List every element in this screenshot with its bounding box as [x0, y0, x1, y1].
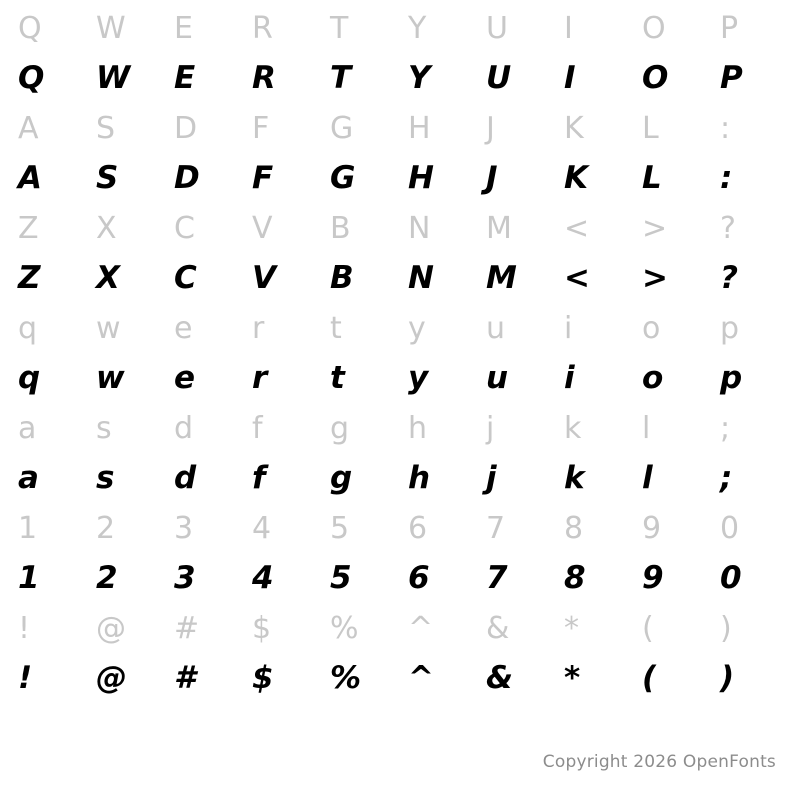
glyph-cell: 1: [18, 511, 38, 546]
glyph-cell: V: [252, 211, 273, 246]
glyph-cell: #: [174, 660, 196, 696]
glyph-cell: :: [720, 111, 731, 146]
glyph-cell: $: [252, 660, 274, 696]
glyph-cell: 0: [720, 560, 742, 596]
glyph-cell: j: [486, 460, 497, 496]
glyph-row-reference: [0, 204, 800, 253]
glyph-cell: N: [408, 260, 434, 296]
glyph-cell: 1: [18, 560, 40, 596]
glyph-cell: ): [720, 611, 732, 646]
glyph-row-reference: [0, 104, 800, 153]
glyph-cell: X: [96, 260, 120, 296]
glyph-cell: C: [174, 260, 197, 296]
glyph-cell: G: [330, 160, 356, 196]
glyph-cell: O: [642, 11, 666, 46]
copyright-notice: Copyright 2026 OpenFonts: [542, 752, 776, 772]
glyph-cell: h: [408, 411, 428, 446]
glyph-row-specimen: [0, 153, 800, 204]
glyph-cell: &: [486, 660, 514, 696]
glyph-cell: t: [330, 360, 345, 396]
glyph-cell: o: [642, 360, 664, 396]
glyph-cell: A: [18, 111, 39, 146]
glyph-cell: F: [252, 160, 274, 196]
glyph-cell: g: [330, 460, 353, 496]
glyph-cell: a: [18, 411, 37, 446]
glyph-row-specimen: [0, 253, 800, 304]
glyph-cell: ^: [408, 611, 434, 646]
glyph-row-reference: [0, 4, 800, 53]
glyph-cell: $: [252, 611, 272, 646]
glyph-cell: P: [720, 60, 743, 96]
glyph-cell: F: [252, 111, 270, 146]
glyph-cell: E: [174, 11, 193, 46]
glyph-cell: 2: [96, 560, 118, 596]
glyph-cell: K: [564, 111, 584, 146]
glyph-cell: (: [642, 611, 654, 646]
glyph-cell: S: [96, 160, 119, 196]
glyph-cell: p: [720, 311, 740, 346]
glyph-cell: e: [174, 360, 196, 396]
glyph-cell: 7: [486, 511, 506, 546]
glyph-cell: 0: [720, 511, 740, 546]
glyph-cell: D: [174, 111, 198, 146]
glyph-cell: Q: [18, 60, 45, 96]
glyph-cell: 3: [174, 511, 194, 546]
glyph-cell: 3: [174, 560, 196, 596]
glyph-cell: e: [174, 311, 193, 346]
glyph-cell: s: [96, 411, 112, 446]
glyph-cell: 5: [330, 511, 350, 546]
glyph-cell: 6: [408, 511, 428, 546]
glyph-cell: Y: [408, 60, 431, 96]
glyph-cell: l: [642, 460, 653, 496]
glyph-row-specimen: [0, 353, 800, 404]
glyph-row-reference: [0, 504, 800, 553]
glyph-cell: u: [486, 360, 509, 396]
glyph-cell: W: [96, 11, 126, 46]
glyph-cell: j: [486, 411, 495, 446]
glyph-cell: &: [486, 611, 510, 646]
glyph-cell: M: [486, 260, 517, 296]
glyph-cell: q: [18, 311, 38, 346]
glyph-cell: ;: [720, 411, 731, 446]
glyph-cell: S: [96, 111, 116, 146]
glyph-cell: Z: [18, 211, 39, 246]
glyph-cell: Y: [408, 11, 427, 46]
glyph-cell: p: [720, 360, 743, 396]
glyph-cell: k: [564, 411, 582, 446]
glyph-cell: I: [564, 11, 573, 46]
glyph-cell: O: [642, 60, 669, 96]
glyph-cell: k: [564, 460, 585, 496]
glyph-row-specimen: [0, 453, 800, 504]
glyph-cell: E: [174, 60, 196, 96]
glyph-cell: h: [408, 460, 431, 496]
glyph-cell: g: [330, 411, 350, 446]
glyph-cell: ?: [720, 211, 736, 246]
glyph-cell: 4: [252, 511, 272, 546]
glyph-cell: l: [642, 411, 651, 446]
glyph-cell: N: [408, 211, 431, 246]
glyph-cell: i: [564, 360, 575, 396]
glyph-cell: A: [18, 160, 42, 196]
glyph-cell: 6: [408, 560, 430, 596]
glyph-row-reference: [0, 304, 800, 353]
glyph-cell: f: [252, 460, 266, 496]
glyph-row-specimen: [0, 653, 800, 704]
glyph-cell: ^: [408, 660, 434, 696]
glyph-cell: G: [330, 111, 354, 146]
glyph-cell: u: [486, 311, 506, 346]
glyph-cell: 4: [252, 560, 274, 596]
glyph-cell: R: [252, 11, 273, 46]
glyph-cell: L: [642, 160, 662, 196]
glyph-cell: Z: [18, 260, 41, 296]
glyph-cell: ;: [720, 460, 733, 496]
glyph-cell: K: [564, 160, 589, 196]
glyph-cell: X: [96, 211, 117, 246]
glyph-cell: #: [174, 611, 200, 646]
glyph-cell: y: [408, 360, 429, 396]
glyph-cell: P: [720, 11, 739, 46]
glyph-cell: f: [252, 411, 263, 446]
glyph-cell: !: [18, 611, 31, 646]
glyph-cell: B: [330, 260, 354, 296]
glyph-cell: *: [564, 660, 581, 696]
glyph-cell: B: [330, 211, 351, 246]
glyph-cell: w: [96, 360, 125, 396]
glyph-cell: ?: [720, 260, 738, 296]
glyph-cell: @: [96, 611, 126, 646]
glyph-cell: r: [252, 311, 265, 346]
glyph-row-specimen: [0, 53, 800, 104]
glyph-row-reference: [0, 404, 800, 453]
glyph-cell: T: [330, 11, 349, 46]
glyph-cell: a: [18, 460, 39, 496]
glyph-cell: 2: [96, 511, 116, 546]
glyph-cell: w: [96, 311, 121, 346]
glyph-cell: J: [486, 111, 495, 146]
glyph-cell: U: [486, 60, 512, 96]
glyph-cell: >: [642, 211, 668, 246]
glyph-cell: V: [252, 260, 276, 296]
glyph-cell: i: [564, 311, 573, 346]
glyph-row-reference: [0, 604, 800, 653]
glyph-cell: %: [330, 660, 362, 696]
glyph-cell: d: [174, 460, 197, 496]
glyph-cell: ): [720, 660, 735, 696]
glyph-cell: H: [408, 111, 431, 146]
glyph-cell: L: [642, 111, 659, 146]
glyph-cell: I: [564, 60, 576, 96]
glyph-cell: 8: [564, 511, 584, 546]
glyph-cell: t: [330, 311, 342, 346]
glyph-cell: R: [252, 60, 276, 96]
glyph-cell: s: [96, 460, 115, 496]
glyph-cell: 8: [564, 560, 586, 596]
glyph-cell: Q: [18, 11, 42, 46]
glyph-cell: r: [252, 360, 268, 396]
glyph-cell: @: [96, 660, 127, 696]
glyph-cell: !: [18, 660, 33, 696]
glyph-cell: C: [174, 211, 195, 246]
glyph-cell: J: [486, 160, 498, 196]
glyph-cell: <: [564, 260, 590, 296]
glyph-cell: :: [720, 160, 733, 196]
glyph-cell: U: [486, 11, 508, 46]
glyph-cell: W: [96, 60, 131, 96]
glyph-cell: 5: [330, 560, 352, 596]
glyph-row-specimen: [0, 553, 800, 604]
glyph-cell: (: [642, 660, 657, 696]
glyph-cell: y: [408, 311, 426, 346]
glyph-cell: <: [564, 211, 590, 246]
glyph-cell: o: [642, 311, 661, 346]
glyph-cell: D: [174, 160, 200, 196]
glyph-cell: T: [330, 60, 352, 96]
glyph-cell: *: [564, 611, 579, 646]
glyph-cell: 9: [642, 511, 662, 546]
glyph-cell: d: [174, 411, 194, 446]
glyph-cell: %: [330, 611, 359, 646]
glyph-cell: >: [642, 260, 668, 296]
glyph-cell: 7: [486, 560, 508, 596]
glyph-cell: H: [408, 160, 434, 196]
glyph-cell: q: [18, 360, 41, 396]
glyph-cell: 9: [642, 560, 664, 596]
glyph-cell: M: [486, 211, 512, 246]
